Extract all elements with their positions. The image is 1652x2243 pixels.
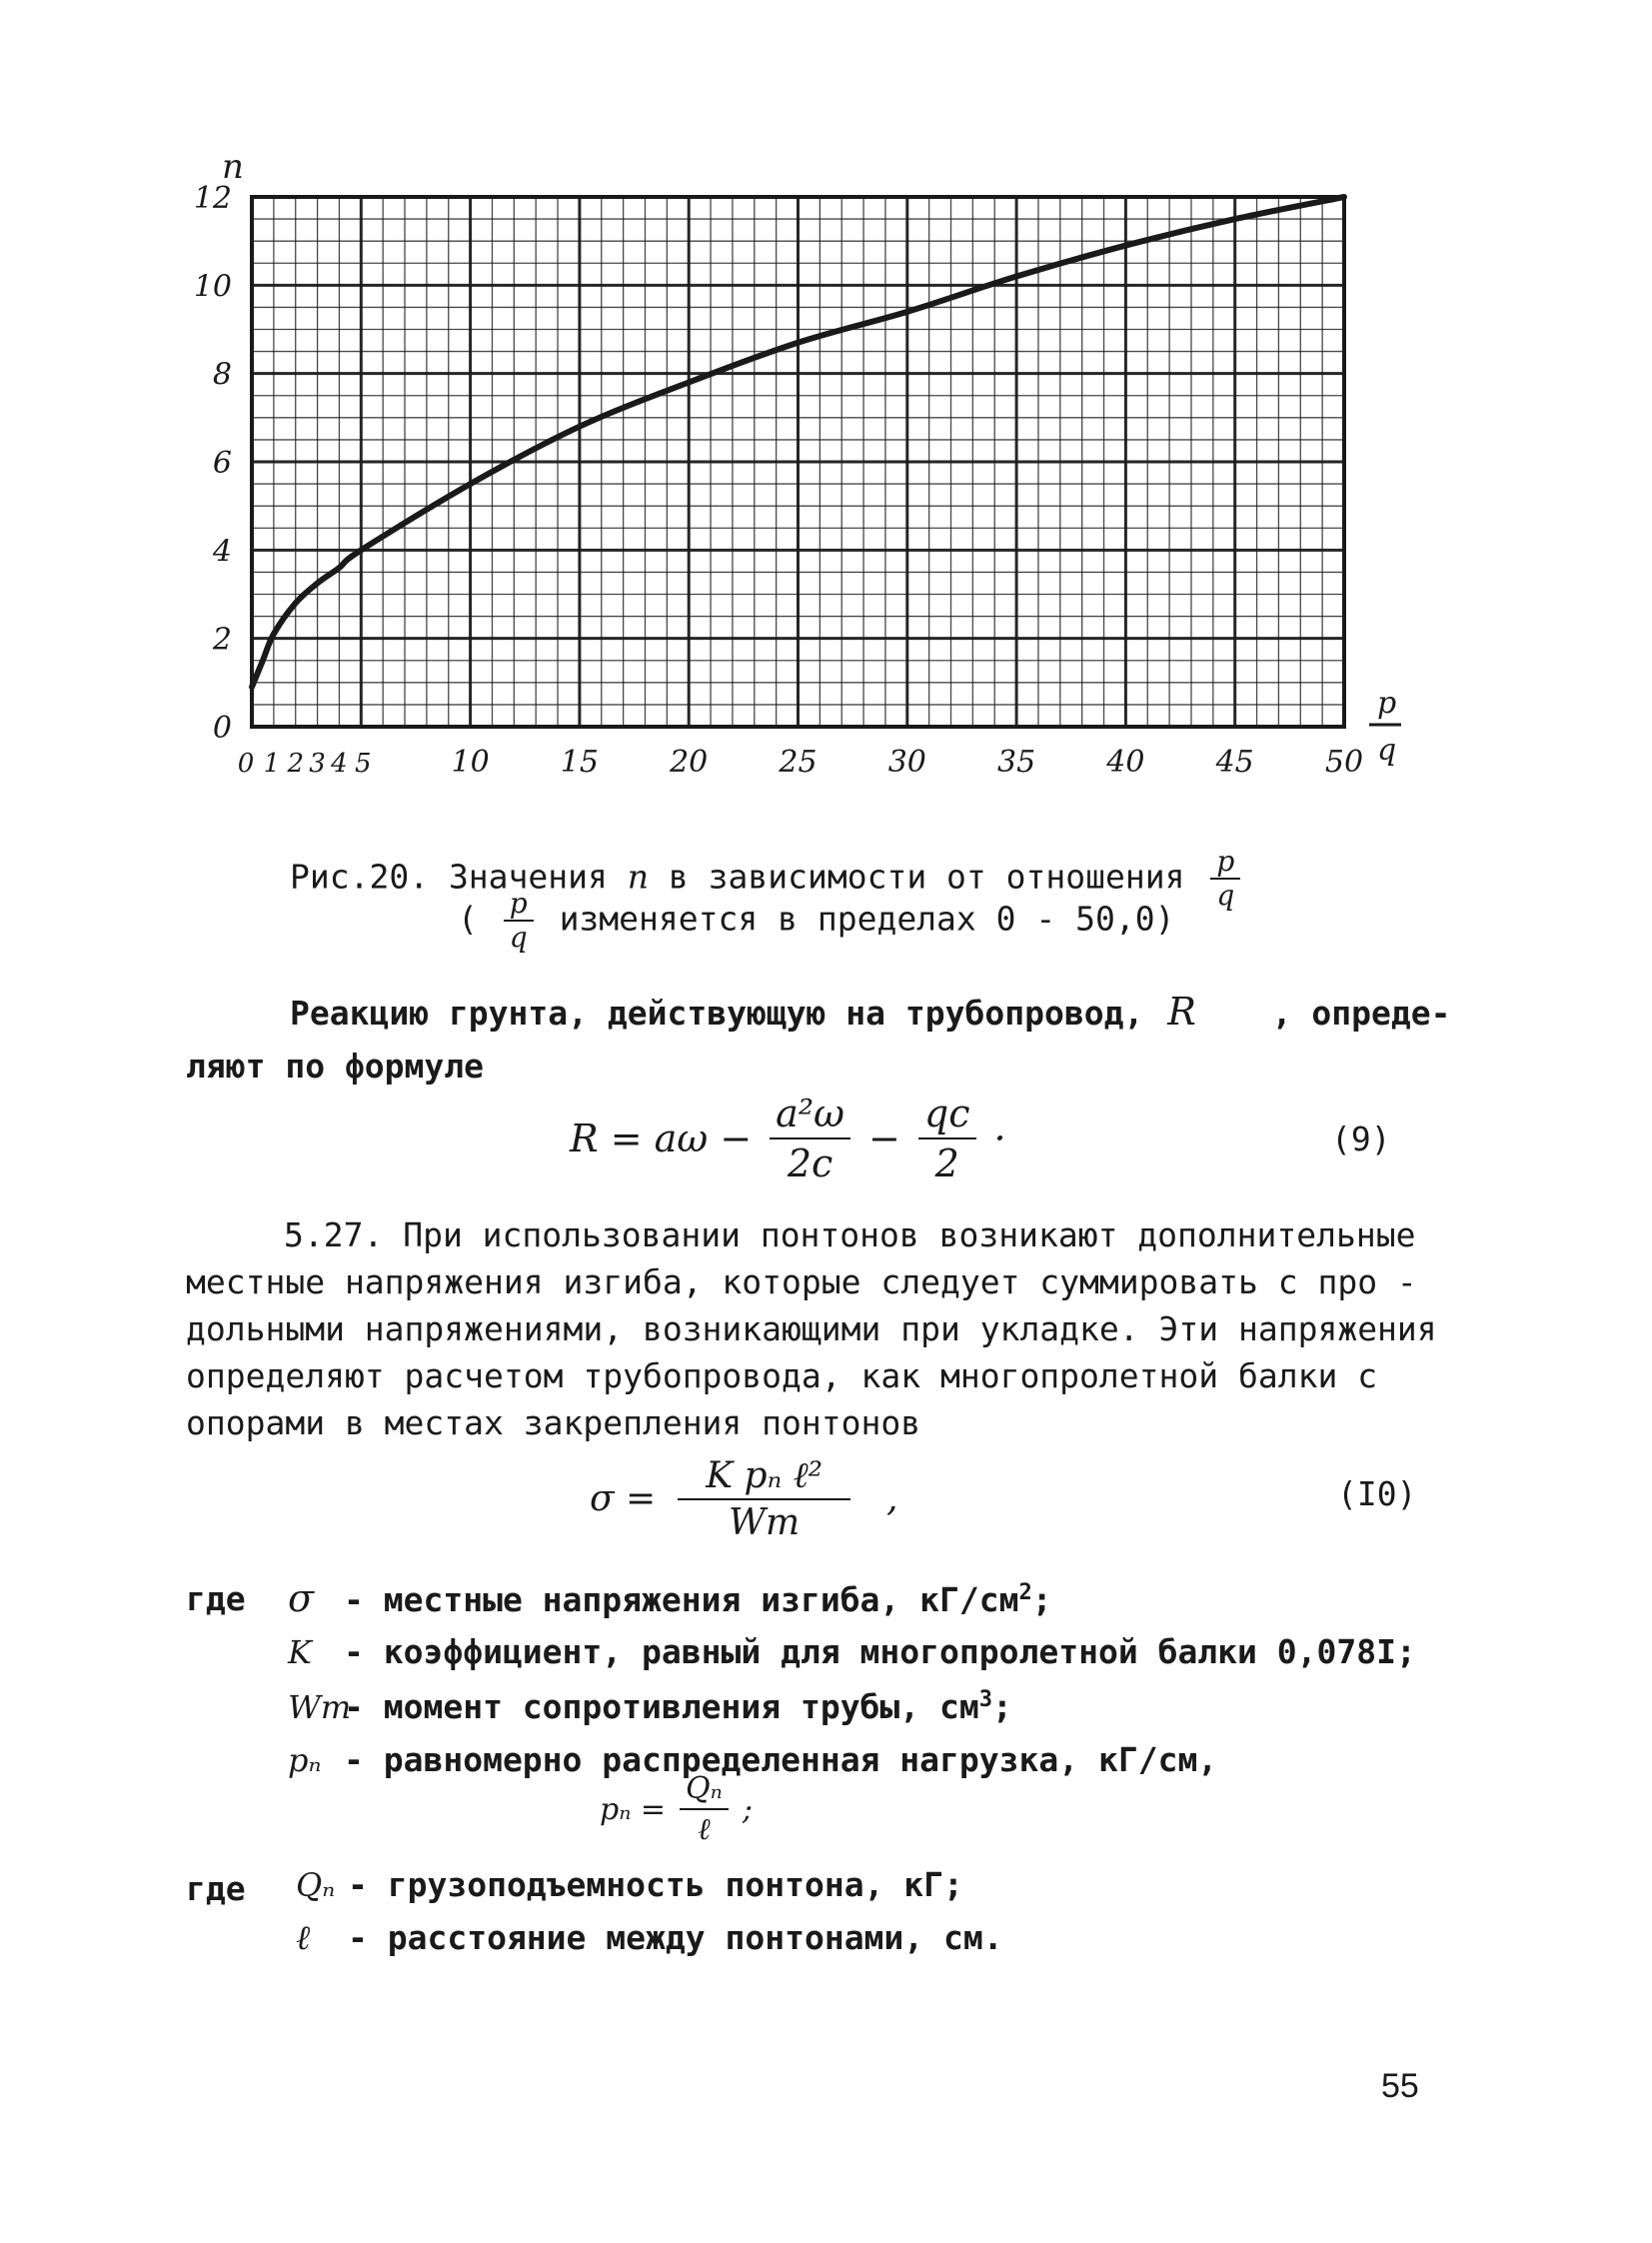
para1-end: , опреде- <box>1271 994 1451 1033</box>
formula-pn-lhs: pₙ = <box>600 1791 667 1827</box>
y-axis-label: n <box>222 147 244 187</box>
y-tick-label: 6 <box>212 446 232 481</box>
x-tick-label: 25 <box>779 745 818 780</box>
caption-frac-den: q <box>1216 879 1235 912</box>
def-text-sigma: - местные напряжения изгиба, кГ/см <box>344 1580 1019 1619</box>
x-tick-label: 5 <box>355 749 372 779</box>
x-tick-label: 0 <box>237 749 255 779</box>
x-axis-label-num: p <box>1377 686 1397 721</box>
def-sup-sigma: 2 <box>1018 1580 1032 1605</box>
formula10-number: (I0) <box>1337 1474 1417 1513</box>
para1-var-r: R <box>1167 990 1196 1034</box>
def-sym-wt: Wт <box>288 1688 352 1726</box>
def-sym-pn: pₙ <box>288 1741 322 1779</box>
para2-line-4: определяют расчетом трубопровода, как многопролетной балки с <box>186 1356 1378 1395</box>
para2-line-2: местные напряжения изгиба, которые следует суммировать с про - <box>186 1262 1417 1301</box>
formula10-frac <box>678 1454 850 1543</box>
y-tick-label: 0 <box>212 711 232 746</box>
def-item-l <box>296 1918 1003 1958</box>
formula-pn-frac <box>680 1771 729 1847</box>
para2-line-3: дольными напряжениями, возникающими при укладке. Эти напряжения <box>186 1309 1437 1348</box>
para1-line2-text: ляют по формуле <box>186 1047 485 1086</box>
formula9-frac2-den: 2 <box>934 1141 959 1185</box>
def-sym-sigma: σ <box>288 1576 314 1620</box>
def-item-pn <box>288 1740 1218 1779</box>
formula9-frac1-num: a²ω <box>770 1092 850 1139</box>
formula-pn-den: ℓ <box>698 1812 711 1847</box>
x-tick-label: 3 <box>309 749 326 779</box>
def-end-sigma: ; <box>1031 1580 1052 1619</box>
formula10-comma: , <box>886 1478 898 1519</box>
formula9-number: (9) <box>1331 1120 1391 1158</box>
caption-fraction-p-q <box>1210 845 1240 912</box>
x-tick-label: 15 <box>560 745 599 780</box>
def-item-qn <box>296 1865 963 1904</box>
caption-range-text: изменяется в пределах 0 - 50,0) <box>559 899 1175 939</box>
def-text-wt: - момент сопротивления трубы, см <box>344 1687 979 1726</box>
formula-pn-end: ; <box>742 1791 753 1827</box>
formula-10 <box>590 1454 897 1543</box>
def-sym-k: K <box>288 1633 312 1671</box>
y-tick-label: 10 <box>193 269 232 305</box>
formula9-dot: · <box>993 1117 1006 1160</box>
chart-grid <box>252 197 1344 727</box>
def-sup-wt: 3 <box>978 1687 993 1712</box>
def-text-l: - расстояние между понтонами, см. <box>348 1918 1003 1957</box>
caption-frac-num: p <box>1210 848 1240 880</box>
formula10-num: K pₙ ℓ² <box>678 1454 850 1500</box>
x-tick-label: 40 <box>1106 745 1145 780</box>
def-item-sigma <box>288 1576 1052 1620</box>
para1-line1 <box>290 990 1451 1034</box>
page-number: 55 <box>1381 2067 1419 2105</box>
formula-pn <box>600 1771 753 1847</box>
para1-line2 <box>186 1047 485 1086</box>
def-sym-l: ℓ <box>296 1918 311 1958</box>
caption-var-n: n <box>627 857 650 897</box>
formula-pn-num: Qₙ <box>680 1771 729 1810</box>
caption-prefix: Рис.20. Значения <box>290 857 608 897</box>
chart-n-vs-p-over-q <box>0 0 1652 820</box>
caption2-fraction-p-q <box>504 887 534 954</box>
x-tick-label: 45 <box>1215 745 1254 780</box>
para1-text: Реакцию грунта, действующую на трубопровод, <box>290 994 1144 1033</box>
def-text-qn: - грузоподъемность понтона, кГ; <box>348 1865 963 1904</box>
defs-where-1: где <box>186 1579 246 1618</box>
x-tick-label: 4 <box>331 749 348 779</box>
def-sym-qn: Qₙ <box>296 1866 336 1904</box>
x-tick-label: 10 <box>451 745 490 780</box>
formula10-den: Wт <box>729 1502 801 1543</box>
def-text-pn: - равномерно распределенная нагрузка, кГ/см, <box>344 1740 1218 1779</box>
figure-caption-line2 <box>458 887 1175 954</box>
x-tick-label: 2 <box>287 749 304 779</box>
def-end-wt: ; <box>992 1687 1012 1726</box>
caption2-frac-den: q <box>509 921 528 954</box>
caption-middle: в зависимости от отношения <box>668 857 1185 897</box>
x-axis-label-den: q <box>1377 733 1397 768</box>
caption2-frac-num: p <box>504 890 534 922</box>
y-tick-label: 12 <box>193 181 232 216</box>
x-tick-label: 1 <box>263 749 281 779</box>
formula-9 <box>570 1092 1006 1185</box>
formula9-lhs: R = aω − <box>570 1117 753 1160</box>
formula9-frac1 <box>770 1092 850 1185</box>
para2-line-5: опорами в местах закрепления понтонов <box>186 1403 921 1442</box>
y-tick-labels <box>194 181 232 746</box>
x-tick-label: 50 <box>1324 745 1364 780</box>
para2 <box>186 1211 1437 1446</box>
x-tick-label: 35 <box>997 745 1036 780</box>
caption-open-paren: ( <box>458 899 478 939</box>
formula9-frac2 <box>918 1092 976 1185</box>
x-tick-label: 20 <box>670 745 709 780</box>
x-tick-labels <box>238 745 1363 780</box>
def-item-k <box>288 1632 1416 1671</box>
y-tick-label: 4 <box>212 534 232 570</box>
defs-where-2: где <box>186 1869 246 1908</box>
def-item-wt <box>288 1687 1012 1726</box>
para2-line-1: 5.27. При использовании понтонов возникают дополнительные <box>284 1215 1416 1254</box>
formula10-lhs: σ = <box>590 1478 657 1519</box>
x-tick-label: 30 <box>887 745 926 780</box>
y-tick-label: 2 <box>212 622 232 658</box>
formula9-frac1-den: 2c <box>787 1141 833 1185</box>
formula9-minus: − <box>868 1117 900 1160</box>
def-text-k: - коэффициент, равный для многопролетной балки 0,078I; <box>344 1632 1416 1671</box>
formula9-frac2-num: qc <box>918 1092 976 1139</box>
y-tick-label: 8 <box>212 357 232 393</box>
